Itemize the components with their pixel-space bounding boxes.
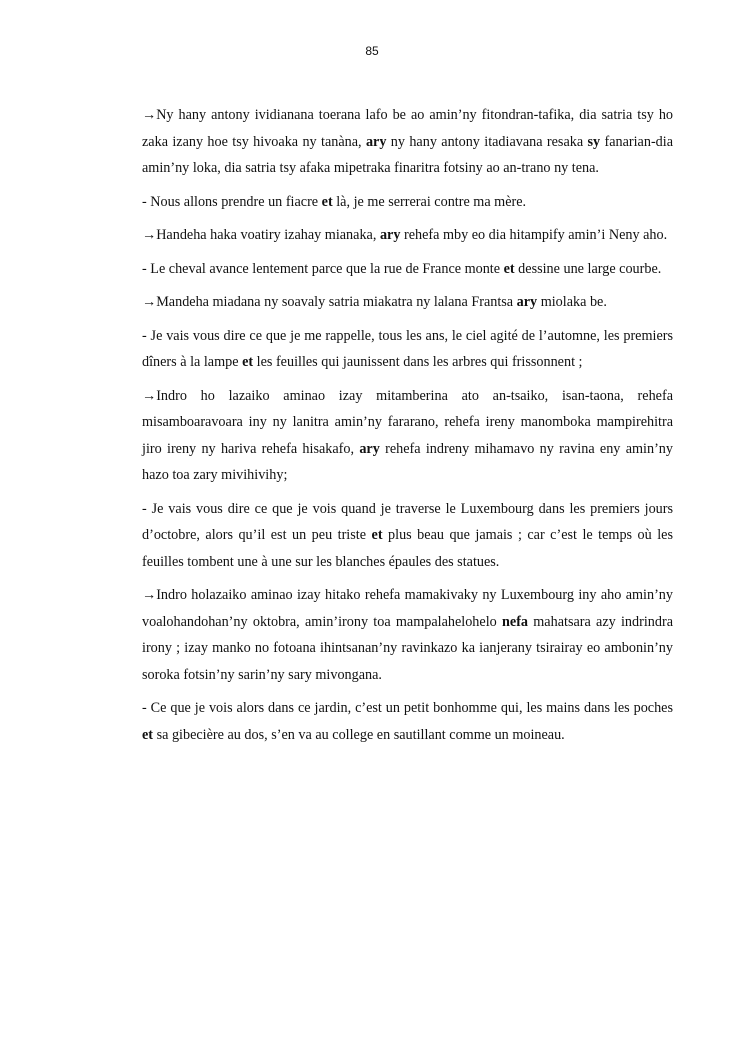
bold-connector: ary xyxy=(516,294,538,310)
text-run: ny hany antony itadiavana resaka xyxy=(386,133,588,150)
bold-connector: ary xyxy=(379,227,401,243)
document-body xyxy=(142,102,673,755)
paragraph xyxy=(142,289,673,316)
paragraph xyxy=(142,496,673,576)
bold-connector: sy xyxy=(587,133,601,150)
bold-connector: et xyxy=(503,260,515,277)
page-number: 85 xyxy=(365,44,379,58)
bold-connector: et xyxy=(371,527,383,543)
text-run: →Mandeha miadana ny soavaly satria miakatra ny lalana Frantsa xyxy=(142,294,517,310)
text-run: →Handeha haka voatiry izahay mianaka, xyxy=(142,227,380,243)
bold-connector: et xyxy=(142,726,154,743)
paragraph xyxy=(142,256,673,283)
text-run: là, je me serrerai contre ma mère. xyxy=(332,193,527,210)
bold-connector: et xyxy=(242,354,254,370)
bold-connector: ary xyxy=(365,133,387,150)
paragraph xyxy=(142,102,673,182)
text-run: →Indro ho lazaiko aminao izay mitamberina ato an-tsaiko, isan-taona, rehefa misamboaravoara iny ny lanitra amin’ny fararano, rehefa ireny manomboka mampirehitra jiro ireny ny hariva rehefa hisakafo, xyxy=(142,387,673,457)
text-run: →Indro holazaiko aminao izay hitako rehefa mamakivaky ny Luxembourg iny aho amin’ny voalohandohan’ny oktobra, amin’irony toa mampalahelohelo xyxy=(142,587,673,630)
bold-connector: nefa xyxy=(502,613,529,630)
text-run: sa gibecière au dos, s’en va au college en sautillant comme un moineau. xyxy=(153,726,565,743)
text-run: →Ny hany antony ividianana toerana lafo be ao amin’ny fitondran-tafika, dia satria tsy ho zaka izany hoe tsy hivoaka ny tanàna, xyxy=(142,107,673,150)
paragraph xyxy=(142,323,673,376)
text-run: rehefa mby eo dia hitampify amin’i Neny aho. xyxy=(400,227,668,243)
text-run: - Je vais vous dire ce que je me rappelle, tous les ans, le ciel agité de l’automne, les premiers dîners à la lampe xyxy=(142,327,673,370)
text-run: dessine une large courbe. xyxy=(514,260,662,277)
text-run: les feuilles qui jaunissent dans les arbres qui frissonnent ; xyxy=(253,354,583,370)
text-run: mahatsara azy indrindra irony ; izay manko no fotoana ihintsanan’ny ravinkazo ka ianjerany tsirairay eo ambonin’ny soroka fotsin’ny sarin’ny sary mivongana. xyxy=(142,613,673,683)
paragraph xyxy=(142,222,673,249)
paragraph xyxy=(142,383,673,489)
text-run: rehefa indreny mihamavo ny ravina eny amin’ny hazo toa zary mivihivihy; xyxy=(142,440,673,483)
paragraph xyxy=(142,582,673,688)
text-run: miolaka be. xyxy=(537,294,607,310)
bold-connector: ary xyxy=(359,440,380,457)
text-run: plus beau que jamais ; car c’est le temps où les feuilles tombent une à une sur les blanches épaules des statues. xyxy=(142,527,673,570)
paragraph xyxy=(142,695,673,748)
text-run: - Ce que je vois alors dans ce jardin, c’est un petit bonhomme qui, les mains dans les poches xyxy=(142,700,673,716)
text-run: - Je vais vous dire ce que je vois quand je traverse le Luxembourg dans les premiers jours d’octobre, alors qu’il est un peu triste xyxy=(142,500,673,543)
paragraph xyxy=(142,189,673,216)
text-run: - Le cheval avance lentement parce que la rue de France monte xyxy=(142,260,504,277)
text-run: fanarian-dia amin’ny loka, dia satria tsy afaka mipetraka finaritra fotsiny ao an-trano ny tena. xyxy=(142,133,674,176)
text-run: - Nous allons prendre un fiacre xyxy=(142,193,322,210)
bold-connector: et xyxy=(321,193,333,210)
